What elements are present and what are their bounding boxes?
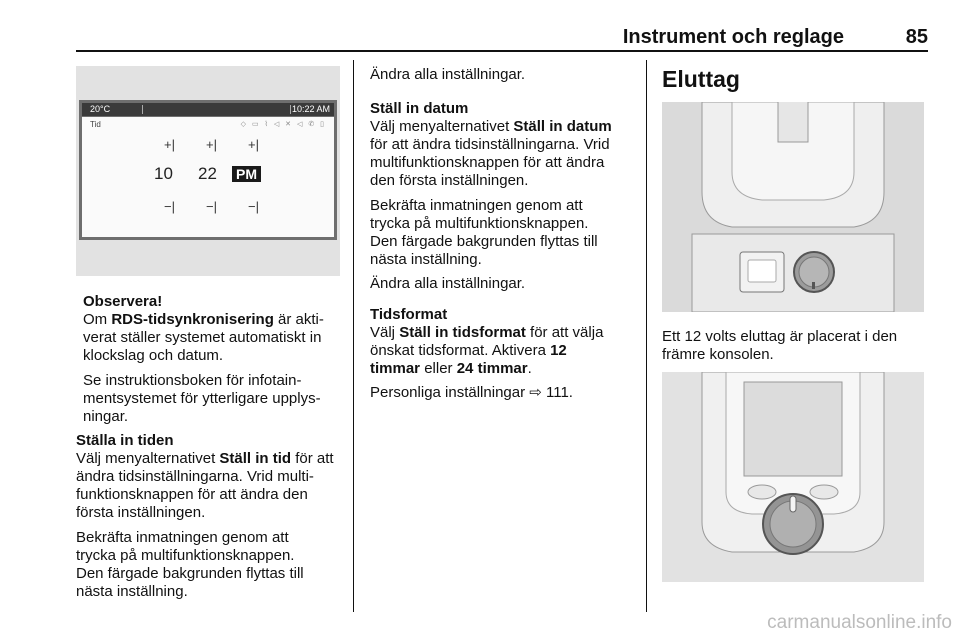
hour-plus-icon: +| [164,137,175,152]
column-divider-left [353,60,354,612]
body-line: den första inställningen. [370,172,529,189]
ampm-value-selected: PM [232,166,261,182]
body-line: Välj menyalternativet Ställ in tid för att [76,450,334,467]
note-paragraph-line: Se instruktionsboken för infotain- [83,372,302,389]
note-title: Observera! [83,293,163,310]
body-line: nästa inställning. [76,583,188,600]
body-line: Välj Ställ in tidsformat för att välja [370,324,604,341]
minute-plus-icon: +| [206,137,217,152]
outlet-illustration-closeup [662,372,924,582]
set-date-heading: Ställ in datum [370,100,469,117]
page-number: 85 [905,26,928,48]
status-icons: ◇ ▭ ⌇ ◁ ✕ ◁ ✆ ▯ [240,121,326,128]
body-line: Välj menyalternativet Ställ in datum [370,118,612,135]
body-line: nästa inställning. [370,251,482,268]
section-heading: Eluttag [662,66,740,92]
body-line: Bekräfta inmatningen genom att [76,529,289,546]
ampm-plus-icon: +| [248,137,259,152]
cross-reference: Personliga inställningar ⇨ 111. [370,384,573,401]
header-divider [76,50,928,52]
ampm-minus-icon: −| [248,199,259,214]
note-paragraph-line: mentsystemet för ytterligare upplys- [83,390,321,407]
temperature-readout: 20°C [90,104,111,114]
body-line: önskat tidsformat. Aktivera 12 [370,342,567,359]
body-line: Ändra alla inställningar. [370,66,526,83]
note-paragraph-line: klockslag och datum. [83,347,224,364]
note-paragraph-line: verat ställer systemet automatiskt in [83,329,322,346]
body-line: Den färgade bakgrunden flyttas till [76,565,304,582]
menu-label: Tid [90,120,101,129]
body-line: för att ändra tidsinställningarna. Vrid [370,136,610,153]
figure-caption-line: Ett 12 volts eluttag är placerat i den [662,328,898,345]
note-paragraph-line: Om RDS-tidsynkronisering är akti- [83,311,324,328]
infotainment-screen-figure [76,66,340,276]
watermark: carmanualsonline.info [767,612,952,633]
outlet-illustration-top [662,102,924,312]
time-setting-screen [82,117,334,237]
hour-minus-icon: −| [164,199,175,214]
screen-bezel [79,100,337,240]
body-line: trycka på multifunktionsknappen. [370,215,589,232]
console-outlet-drawing [662,102,924,312]
body-line: timmar eller 24 timmar. [370,360,532,377]
body-line: Bekräfta inmatningen genom att [370,197,583,214]
body-line: Ändra alla inställningar. [370,275,526,292]
body-line: Den färgade bakgrunden flyttas till [370,233,598,250]
minute-value: 22 [198,164,217,183]
body-line: första inställningen. [76,504,206,521]
column-divider-right [646,60,647,612]
body-line: funktionsknappen för att ändra den [76,486,308,503]
outlet-closeup-drawing [662,372,924,582]
page-ref-arrow-icon: ⇨ [529,384,542,401]
time-format-heading: Tidsformat [370,306,448,323]
clock-readout: 10:22 AM [291,104,330,114]
figure-caption-line: främre konsolen. [662,346,774,363]
chapter-title: Instrument och reglage [622,26,844,48]
minute-minus-icon: −| [206,199,217,214]
set-time-heading: Ställa in tiden [76,432,174,449]
body-line: trycka på multifunktionsknappen. [76,547,295,564]
status-separator [290,105,291,114]
hour-value: 10 [154,164,173,183]
status-separator [142,105,143,114]
body-line: multifunktionsknappen för att ändra [370,154,605,171]
note-paragraph-line: ningar. [83,408,129,425]
status-bar [82,103,334,116]
body-line: ändra tidsinställningarna. Vrid multi- [76,468,314,485]
